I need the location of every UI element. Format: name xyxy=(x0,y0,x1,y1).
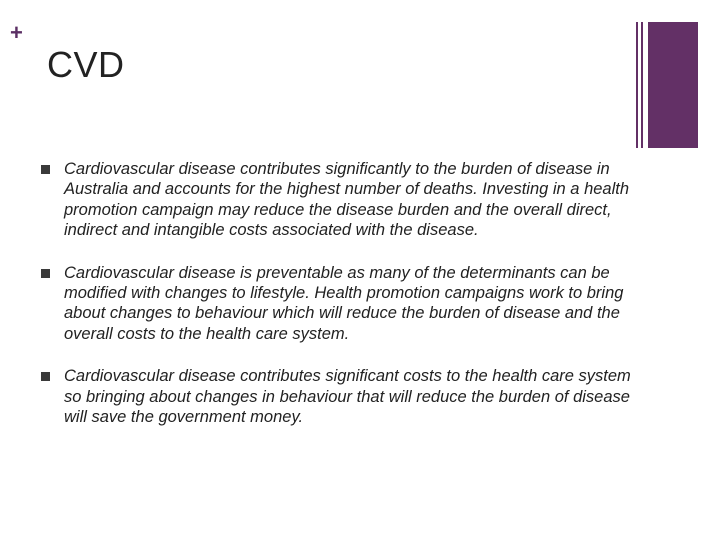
plus-icon: + xyxy=(10,20,23,45)
bullet-list xyxy=(40,159,640,427)
bullet-item xyxy=(40,159,640,241)
bullet-square-icon xyxy=(41,269,50,278)
bullet-text: Cardiovascular disease contributes significantly to the burden of disease in Australia and accounts for the highest number of deaths. Investing in a health promotion campaign may reduce the disease burden and the overall direct, indirect and intangible costs associated with the disease. xyxy=(64,160,630,240)
accent-block xyxy=(648,22,698,148)
bullet-text: Cardiovascular disease is preventable as many of the determinants can be modified with changes to lifestyle. Health promotion campaigns work to bring about changes to behaviour which will reduce the burden of disease and the overall costs to the health care system. xyxy=(64,263,624,343)
bullet-square-icon xyxy=(41,372,50,381)
bullet-square-icon xyxy=(41,165,50,174)
slide-title: CVD xyxy=(47,44,125,85)
bullet-item xyxy=(40,263,640,345)
bullet-item xyxy=(40,366,640,427)
accent-line-left xyxy=(636,22,638,148)
bullet-text: Cardiovascular disease contributes significant costs to the health care system so bringing about changes in behaviour that will reduce the burden of disease will save the government money. xyxy=(64,367,631,427)
accent-line-right xyxy=(641,22,643,148)
